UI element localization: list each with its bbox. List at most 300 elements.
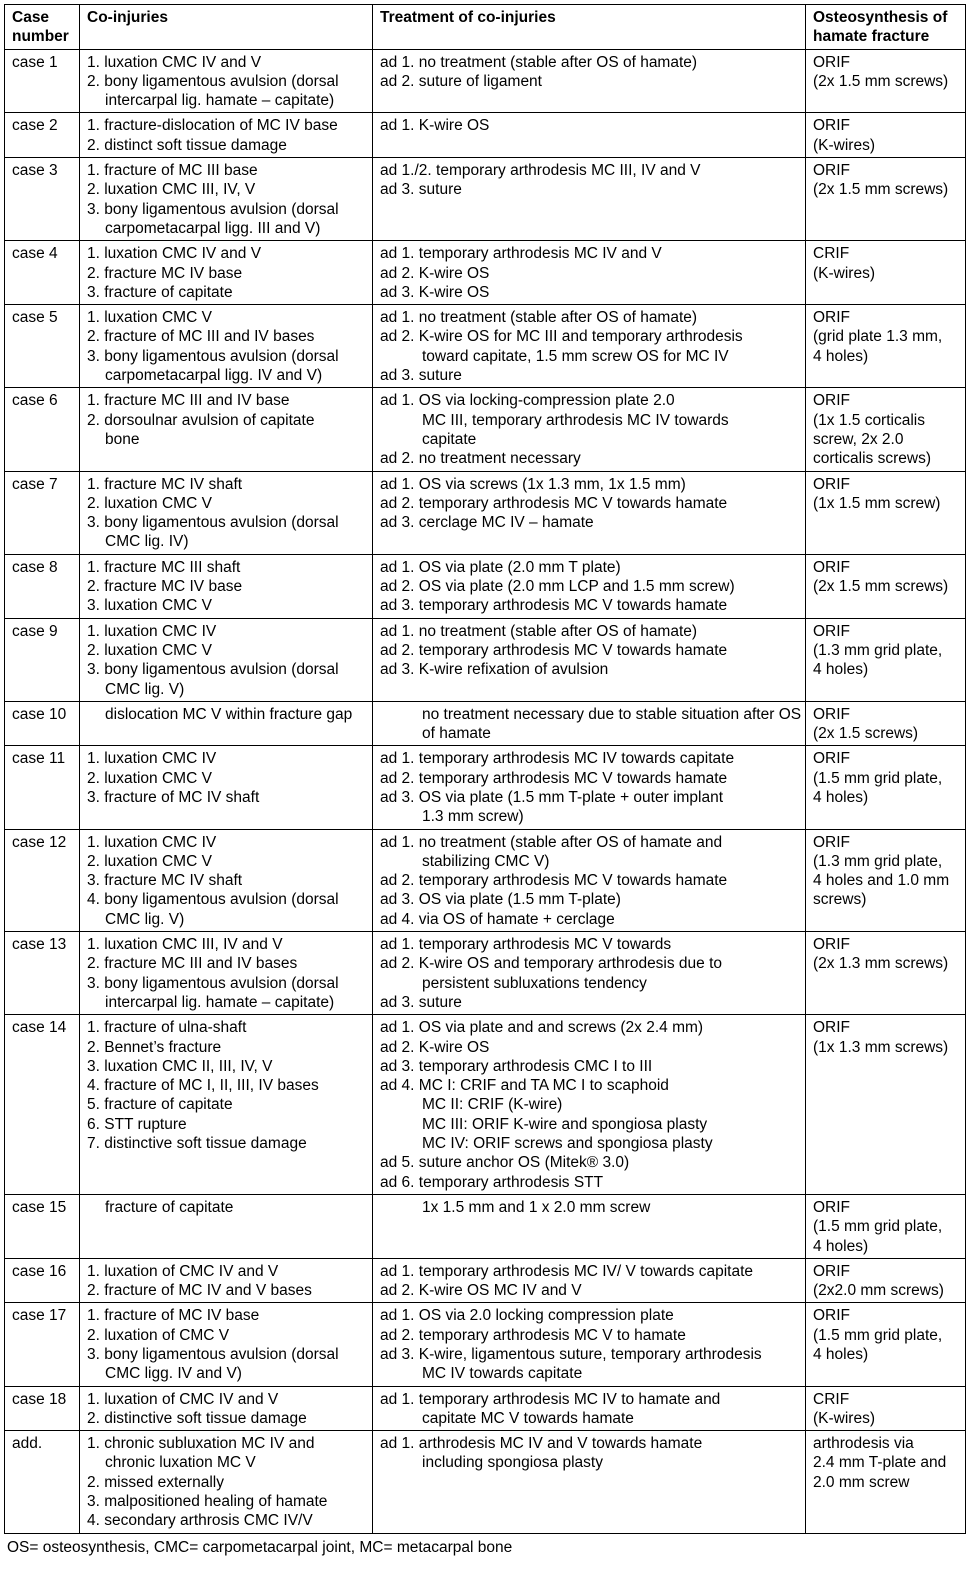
header-line: hamate fracture: [813, 28, 930, 46]
cell-line: 3. bony ligamentous avulsion (dorsal: [87, 974, 339, 992]
cell-treatment: [373, 1015, 806, 1195]
cell-treatment: [373, 829, 806, 931]
cell-line: toward capitate, 1.5 mm screw OS for MC IV: [422, 347, 729, 365]
cell-line: 2. luxation of CMC V: [87, 1326, 230, 1344]
cell-line: MC IV towards capitate: [422, 1365, 583, 1383]
table-row: [5, 241, 966, 305]
cell-line: (1.5 mm grid plate,: [813, 1326, 943, 1344]
cell-line: 2. missed externally: [87, 1473, 224, 1491]
cell-line: capitate: [422, 430, 477, 448]
cell-line: 4 holes): [813, 1346, 869, 1363]
cell-line: 2. luxation CMC V: [87, 641, 212, 659]
cell-line: 3. bony ligamentous avulsion (dorsal: [87, 347, 339, 365]
cell-co-injuries: [80, 471, 373, 554]
cell-line: 3. luxation CMC II, III, IV, V: [87, 1057, 273, 1075]
cell-line: 1. luxation CMC V: [87, 309, 212, 327]
cell-line: MC III: ORIF K-wire and spongiosa plasty: [422, 1115, 708, 1133]
cell-line: (grid plate 1.3 mm,: [813, 328, 943, 346]
cell-co-injuries: [80, 1194, 373, 1258]
table-row: [5, 932, 966, 1015]
cell-osteosynthesis: [806, 49, 966, 113]
cell-co-injuries: [80, 618, 373, 701]
cell-case-number: [5, 746, 80, 829]
cell-line: 2. luxation CMC V: [87, 769, 212, 787]
cell-line: ORIF: [813, 558, 851, 576]
cell-co-injuries: [80, 1015, 373, 1195]
cell-line: ORIF: [813, 622, 851, 640]
cell-line: 2. fracture of MC IV and V bases: [87, 1282, 312, 1300]
cell-line: 1. chronic subluxation MC IV and: [87, 1435, 315, 1453]
case-label: case 12: [12, 833, 67, 851]
cell-line: ad 3. temporary arthrodesis MC V towards hamate: [380, 597, 728, 615]
cell-line: ad 1. temporary arthrodesis MC IV to hamate and: [380, 1390, 721, 1408]
cell-line: ad 4. via OS of hamate + cerclage: [380, 910, 615, 928]
cell-co-injuries: [80, 1258, 373, 1303]
cell-case-number: [5, 158, 80, 241]
cell-line: ad 1. temporary arthrodesis MC IV towards capitate: [380, 750, 735, 768]
cell-line: ad 2. no treatment necessary: [380, 450, 581, 468]
document-page: [4, 4, 965, 1557]
cell-line: 4. fracture of MC I, II, III, IV bases: [87, 1077, 319, 1095]
cell-line: ad 2. K-wire OS and temporary arthrodesis due to: [380, 955, 723, 973]
cell-treatment: [373, 1386, 806, 1431]
cell-osteosynthesis: [806, 113, 966, 158]
cell-line: intercarpal lig. hamate – capitate): [105, 92, 335, 110]
cell-line: ad 3. suture: [380, 367, 462, 385]
cell-line: 4 holes): [813, 1237, 869, 1255]
cell-line: (1.3 mm grid plate,: [813, 852, 943, 870]
cell-line: ad 2. OS via plate (2.0 mm LCP and 1.5 mm screw): [380, 578, 735, 596]
cell-treatment: [373, 113, 806, 158]
cell-line: of hamate: [422, 725, 491, 743]
cell-line: ORIF: [813, 1198, 851, 1216]
case-label: case 6: [12, 392, 58, 410]
header-line: Co-injuries: [87, 9, 168, 26]
cell-osteosynthesis: [806, 746, 966, 829]
cell-line: 3. fracture of MC IV shaft: [87, 788, 260, 806]
cell-case-number: [5, 1258, 80, 1303]
cell-osteosynthesis: [806, 554, 966, 618]
cell-line: ad 1. temporary arthrodesis MC IV and V: [380, 245, 662, 263]
table-row: [5, 701, 966, 746]
cell-line: ORIF: [813, 392, 851, 410]
cell-case-number: [5, 1194, 80, 1258]
cell-line: 2. luxation CMC III, IV, V: [87, 181, 256, 199]
cell-line: CMC ligg. IV and V): [105, 1365, 242, 1383]
cell-line: ad 3. suture: [380, 993, 462, 1011]
cell-line: 2. Bennet’s fracture: [87, 1038, 222, 1056]
cell-case-number: [5, 829, 80, 931]
cell-treatment: [373, 305, 806, 388]
cell-case-number: [5, 241, 80, 305]
cell-line: carpometacarpal ligg. IV and V): [105, 367, 323, 385]
case-label: case 1: [12, 53, 58, 71]
cell-line: 3. bony ligamentous avulsion (dorsal: [87, 661, 339, 679]
cell-line: no treatment necessary due to stable situation after OS: [422, 705, 802, 723]
cell-co-injuries: [80, 158, 373, 241]
cell-line: ad 1. no treatment (stable after OS of hamate): [380, 53, 698, 71]
cell-line: 2. luxation CMC V: [87, 852, 212, 870]
case-label: case 13: [12, 936, 67, 954]
cell-line: CRIF: [813, 245, 850, 263]
cell-line: MC III, temporary arthrodesis MC IV towards: [422, 411, 729, 429]
cell-osteosynthesis: [806, 1194, 966, 1258]
cell-line: ad 4. MC I: CRIF and TA MC I to scaphoid: [380, 1077, 669, 1095]
cell-line: 7. distinctive soft tissue damage: [87, 1135, 307, 1153]
cell-line: ad 3. suture: [380, 181, 462, 199]
cell-co-injuries: [80, 554, 373, 618]
cell-line: 6. STT rupture: [87, 1115, 187, 1133]
cell-line: 1. luxation CMC IV: [87, 622, 217, 640]
cell-line: ad 2. K-wire OS MC IV and V: [380, 1282, 582, 1300]
cell-line: ad 3. K-wire OS: [380, 283, 490, 301]
table-row: [5, 1015, 966, 1195]
cell-line: ad 1. OS via screws (1x 1.3 mm, 1x 1.5 mm): [380, 475, 686, 493]
cell-line: ad 2. temporary arthrodesis MC V towards hamate: [380, 769, 728, 787]
cell-line: ORIF: [813, 833, 851, 851]
cell-line: ad 3. OS via plate (1.5 mm T-plate + outer implant: [380, 788, 724, 806]
cell-line: ORIF: [813, 162, 851, 180]
cell-line: ad 1. OS via plate (2.0 mm T plate): [380, 558, 621, 576]
cell-line: stabilizing CMC V): [422, 852, 550, 870]
cell-treatment: [373, 471, 806, 554]
cell-line: 3. fracture MC IV shaft: [87, 872, 243, 890]
cell-line: 1. luxation CMC IV: [87, 833, 217, 851]
table-row: [5, 1258, 966, 1303]
table-row: [5, 1303, 966, 1386]
cell-line: 3. bony ligamentous avulsion (dorsal: [87, 514, 339, 532]
cell-treatment: [373, 388, 806, 471]
cell-line: ad 2. temporary arthrodesis MC V towards hamate: [380, 641, 728, 659]
cell-osteosynthesis: [806, 1386, 966, 1431]
cell-line: ad 3. K-wire refixation of avulsion: [380, 661, 609, 679]
cell-line: 4 holes and 1.0 mm: [813, 872, 950, 890]
cell-osteosynthesis: [806, 618, 966, 701]
cell-line: 1.3 mm screw): [422, 808, 524, 826]
cell-co-injuries: [80, 1386, 373, 1431]
cell-treatment: [373, 554, 806, 618]
cell-co-injuries: [80, 305, 373, 388]
table-row: [5, 305, 966, 388]
cell-osteosynthesis: [806, 471, 966, 554]
cell-line: 1. luxation CMC IV and V: [87, 245, 262, 263]
cell-line: chronic luxation MC V: [105, 1454, 256, 1472]
cell-treatment: [373, 49, 806, 113]
cell-line: ad 1. K-wire OS: [380, 117, 490, 135]
cell-line: 1. fracture of ulna-shaft: [87, 1019, 247, 1037]
case-label: case 17: [12, 1307, 67, 1325]
cell-line: corticalis screws): [813, 450, 931, 468]
cell-line: 2. fracture MC IV base: [87, 264, 243, 282]
cell-line: ad 2. temporary arthrodesis MC V towards hamate: [380, 494, 728, 512]
cell-line: carpometacarpal ligg. III and V): [105, 219, 321, 237]
cell-line: (K-wires): [813, 264, 875, 282]
cell-line: 4 holes): [813, 788, 869, 806]
header-case-number: [5, 5, 80, 50]
header-line: Treatment of co-injuries: [380, 9, 556, 26]
table-row: [5, 554, 966, 618]
cell-line: screw, 2x 2.0: [813, 430, 904, 448]
cell-co-injuries: [80, 1303, 373, 1386]
case-label: case 8: [12, 558, 58, 576]
cell-line: 1. fracture of MC III base: [87, 162, 258, 180]
cell-line: ad 1./2. temporary arthrodesis MC III, IV and V: [380, 162, 701, 180]
cell-treatment: [373, 746, 806, 829]
cell-line: ad 1. OS via 2.0 locking compression plate: [380, 1307, 674, 1325]
case-label: case 11: [12, 750, 66, 768]
cell-case-number: [5, 113, 80, 158]
cell-line: 2. luxation CMC V: [87, 494, 212, 512]
cell-case-number: [5, 1303, 80, 1386]
cell-line: (2x 1.3 mm screws): [813, 955, 949, 973]
cell-line: ad 1. OS via locking-compression plate 2.0: [380, 392, 675, 410]
cell-line: persistent subluxations tendency: [422, 974, 647, 992]
table-row: [5, 471, 966, 554]
cell-case-number: [5, 471, 80, 554]
cell-line: ORIF: [813, 750, 851, 768]
table-row: [5, 158, 966, 241]
cell-osteosynthesis: [806, 1015, 966, 1195]
cell-line: ad 3. K-wire, ligamentous suture, temporary arthrodesis: [380, 1346, 762, 1363]
cell-osteosynthesis: [806, 305, 966, 388]
table-row: [5, 829, 966, 931]
cell-line: intercarpal lig. hamate – capitate): [105, 993, 335, 1011]
case-label: case 9: [12, 622, 58, 640]
cell-line: ad 1. no treatment (stable after OS of hamate): [380, 622, 698, 640]
case-label: case 18: [12, 1390, 67, 1408]
cell-line: 4 holes): [813, 347, 869, 365]
cell-line: bone: [105, 430, 140, 448]
cell-case-number: [5, 701, 80, 746]
cell-line: (1x 1.3 mm screws): [813, 1038, 949, 1056]
cell-line: 4. secondary arthrosis CMC IV/V: [87, 1512, 313, 1530]
cell-line: 1. luxation of CMC IV and V: [87, 1390, 279, 1408]
cell-line: ad 2. temporary arthrodesis MC V towards hamate: [380, 872, 728, 890]
cell-line: including spongiosa plasty: [422, 1454, 603, 1472]
cell-line: 1. fracture-dislocation of MC IV base: [87, 117, 338, 135]
cell-line: (K-wires): [813, 136, 875, 154]
cell-line: 1x 1.5 mm and 1 x 2.0 mm screw: [422, 1198, 651, 1216]
table-footnote: OS= osteosynthesis, CMC= carpometacarpal joint, MC= metacarpal bone: [7, 1538, 513, 1556]
cell-line: (K-wires): [813, 1409, 875, 1427]
cell-line: ORIF: [813, 705, 851, 723]
cell-line: ORIF: [813, 1019, 851, 1037]
cell-line: ORIF: [813, 1262, 851, 1280]
cell-line: (1x 1.5 corticalis: [813, 411, 925, 429]
table-row: [5, 1431, 966, 1533]
cell-line: (1.5 mm grid plate,: [813, 769, 943, 787]
cell-treatment: [373, 932, 806, 1015]
cell-line: 2. fracture of MC III and IV bases: [87, 328, 315, 346]
header-treatment: [373, 5, 806, 50]
cell-line: MC IV: ORIF screws and spongiosa plasty: [422, 1135, 713, 1153]
case-label: add.: [12, 1435, 43, 1453]
cell-treatment: [373, 1194, 806, 1258]
table-row: [5, 618, 966, 701]
cell-case-number: [5, 388, 80, 471]
cell-line: ORIF: [813, 53, 851, 71]
table-header-row: [5, 5, 966, 50]
cell-line: CMC lig. V): [105, 910, 185, 928]
cell-line: 2. bony ligamentous avulsion (dorsal: [87, 72, 339, 90]
cell-line: ad 2. K-wire OS for MC III and temporary arthrodesis: [380, 328, 743, 346]
table-row: [5, 1386, 966, 1431]
cell-line: ad 2. temporary arthrodesis MC V to hamate: [380, 1326, 686, 1344]
cell-line: ORIF: [813, 1307, 851, 1325]
cell-line: 4 holes): [813, 661, 869, 679]
cell-line: ad 1. temporary arthrodesis MC V towards: [380, 936, 672, 954]
cell-co-injuries: [80, 746, 373, 829]
cell-line: (1.3 mm grid plate,: [813, 641, 943, 659]
cell-line: 3. bony ligamentous avulsion (dorsal: [87, 200, 339, 218]
case-label: case 14: [12, 1019, 67, 1037]
table-row: [5, 1194, 966, 1258]
cell-line: 2. dorsoulnar avulsion of capitate: [87, 411, 315, 429]
cell-osteosynthesis: [806, 932, 966, 1015]
cell-co-injuries: [80, 701, 373, 746]
cell-co-injuries: [80, 241, 373, 305]
cell-line: 2. fracture MC IV base: [87, 578, 243, 596]
case-label: case 10: [12, 705, 67, 723]
cell-line: 2. distinct soft tissue damage: [87, 136, 287, 154]
cell-line: (1x 1.5 mm screw): [813, 494, 941, 512]
cell-line: ad 2. K-wire OS: [380, 1038, 490, 1056]
case-label: case 2: [12, 117, 58, 135]
cell-line: 3. malpositioned healing of hamate: [87, 1493, 328, 1511]
cell-line: 1. luxation CMC III, IV and V: [87, 936, 283, 954]
cell-line: (2x 1.5 screws): [813, 725, 919, 743]
cell-line: ad 1. no treatment (stable after OS of hamate): [380, 309, 698, 327]
header-line: number: [12, 28, 69, 46]
cell-co-injuries: [80, 1431, 373, 1533]
cell-line: 1. luxation CMC IV and V: [87, 53, 262, 71]
cell-co-injuries: [80, 113, 373, 158]
cell-case-number: [5, 932, 80, 1015]
header-line: Osteosynthesis of: [813, 9, 948, 26]
cell-line: 1. fracture MC IV shaft: [87, 475, 243, 493]
header-osteosynthesis: [806, 5, 966, 50]
cell-line: MC II: CRIF (K-wire): [422, 1096, 563, 1114]
cell-line: CMC lig. V): [105, 680, 185, 698]
cell-case-number: [5, 49, 80, 113]
cell-line: 4. bony ligamentous avulsion (dorsal: [87, 891, 339, 909]
cell-treatment: [373, 241, 806, 305]
cell-case-number: [5, 554, 80, 618]
cell-line: 2. distinctive soft tissue damage: [87, 1409, 307, 1427]
cell-line: (1.5 mm grid plate,: [813, 1218, 943, 1236]
case-label: case 15: [12, 1198, 67, 1216]
cell-line: ad 1. arthrodesis MC IV and V towards hamate: [380, 1435, 703, 1453]
cell-case-number: [5, 1015, 80, 1195]
cell-co-injuries: [80, 829, 373, 931]
cell-line: (2x 1.5 mm screws): [813, 578, 949, 596]
table-row: [5, 49, 966, 113]
cell-line: 3. luxation CMC V: [87, 597, 212, 615]
header-line: Case: [12, 9, 50, 26]
cell-line: arthrodesis via: [813, 1435, 914, 1453]
cell-line: 3. fracture of capitate: [87, 283, 233, 301]
cell-line: ad 3. OS via plate (1.5 mm T-plate): [380, 891, 621, 909]
cell-line: ORIF: [813, 475, 851, 493]
cell-line: 3. bony ligamentous avulsion (dorsal: [87, 1346, 339, 1363]
table-row: [5, 388, 966, 471]
table-row: [5, 113, 966, 158]
cell-osteosynthesis: [806, 1303, 966, 1386]
cell-line: 1. luxation of CMC IV and V: [87, 1262, 279, 1280]
cell-line: 2.0 mm screw: [813, 1473, 910, 1491]
cell-line: (2x2.0 mm screws): [813, 1282, 944, 1300]
cell-line: CRIF: [813, 1390, 850, 1408]
cell-line: 5. fracture of capitate: [87, 1096, 233, 1114]
cell-case-number: [5, 1431, 80, 1533]
cell-line: dislocation MC V within fracture gap: [105, 705, 353, 723]
cell-line: ad 3. cerclage MC IV – hamate: [380, 514, 594, 532]
cell-osteosynthesis: [806, 241, 966, 305]
cell-line: ORIF: [813, 309, 851, 327]
cell-line: 1. fracture of MC IV base: [87, 1307, 260, 1325]
cell-line: 2.4 mm T-plate and: [813, 1454, 947, 1472]
cell-treatment: [373, 701, 806, 746]
cell-case-number: [5, 1386, 80, 1431]
cell-line: ad 5. suture anchor OS (Mitek® 3.0): [380, 1154, 630, 1172]
cell-osteosynthesis: [806, 158, 966, 241]
cell-line: ORIF: [813, 936, 851, 954]
cell-osteosynthesis: [806, 1258, 966, 1303]
cell-line: capitate MC V towards hamate: [422, 1409, 634, 1427]
cell-treatment: [373, 1303, 806, 1386]
cell-line: ad 6. temporary arthrodesis STT: [380, 1173, 604, 1191]
cell-osteosynthesis: [806, 388, 966, 471]
cell-line: ad 3. temporary arthrodesis CMC I to III: [380, 1057, 653, 1075]
cell-line: 1. fracture MC III and IV base: [87, 392, 290, 410]
case-label: case 5: [12, 309, 58, 327]
case-label: case 16: [12, 1262, 67, 1280]
cell-treatment: [373, 618, 806, 701]
cell-co-injuries: [80, 49, 373, 113]
table-row: [5, 746, 966, 829]
case-label: case 4: [12, 245, 58, 263]
table-body: [5, 49, 966, 1533]
cell-line: 1. fracture MC III shaft: [87, 558, 241, 576]
cell-line: (2x 1.5 mm screws): [813, 72, 949, 90]
cell-line: 2. fracture MC III and IV bases: [87, 955, 298, 973]
cell-osteosynthesis: [806, 1431, 966, 1533]
cell-case-number: [5, 305, 80, 388]
cell-case-number: [5, 618, 80, 701]
cell-co-injuries: [80, 932, 373, 1015]
cell-line: ad 2. suture of ligament: [380, 72, 542, 90]
cell-line: ORIF: [813, 117, 851, 135]
cell-line: screws): [813, 891, 867, 909]
cell-line: 1. luxation CMC IV: [87, 750, 217, 768]
cell-treatment: [373, 158, 806, 241]
cell-osteosynthesis: [806, 701, 966, 746]
cell-line: ad 1. no treatment (stable after OS of hamate and: [380, 833, 723, 851]
header-co-injuries: [80, 5, 373, 50]
cell-treatment: [373, 1258, 806, 1303]
cell-line: ad 1. temporary arthrodesis MC IV/ V towards capitate: [380, 1262, 754, 1280]
cell-line: CMC lig. IV): [105, 533, 189, 551]
cell-treatment: [373, 1431, 806, 1533]
cell-line: ad 1. OS via plate and and screws (2x 2.4 mm): [380, 1019, 704, 1037]
cell-line: fracture of capitate: [105, 1198, 234, 1216]
cell-line: ad 2. K-wire OS: [380, 264, 490, 282]
cell-osteosynthesis: [806, 829, 966, 931]
cell-co-injuries: [80, 388, 373, 471]
case-label: case 3: [12, 162, 58, 180]
co-injuries-table: [4, 4, 966, 1534]
case-label: case 7: [12, 475, 58, 493]
